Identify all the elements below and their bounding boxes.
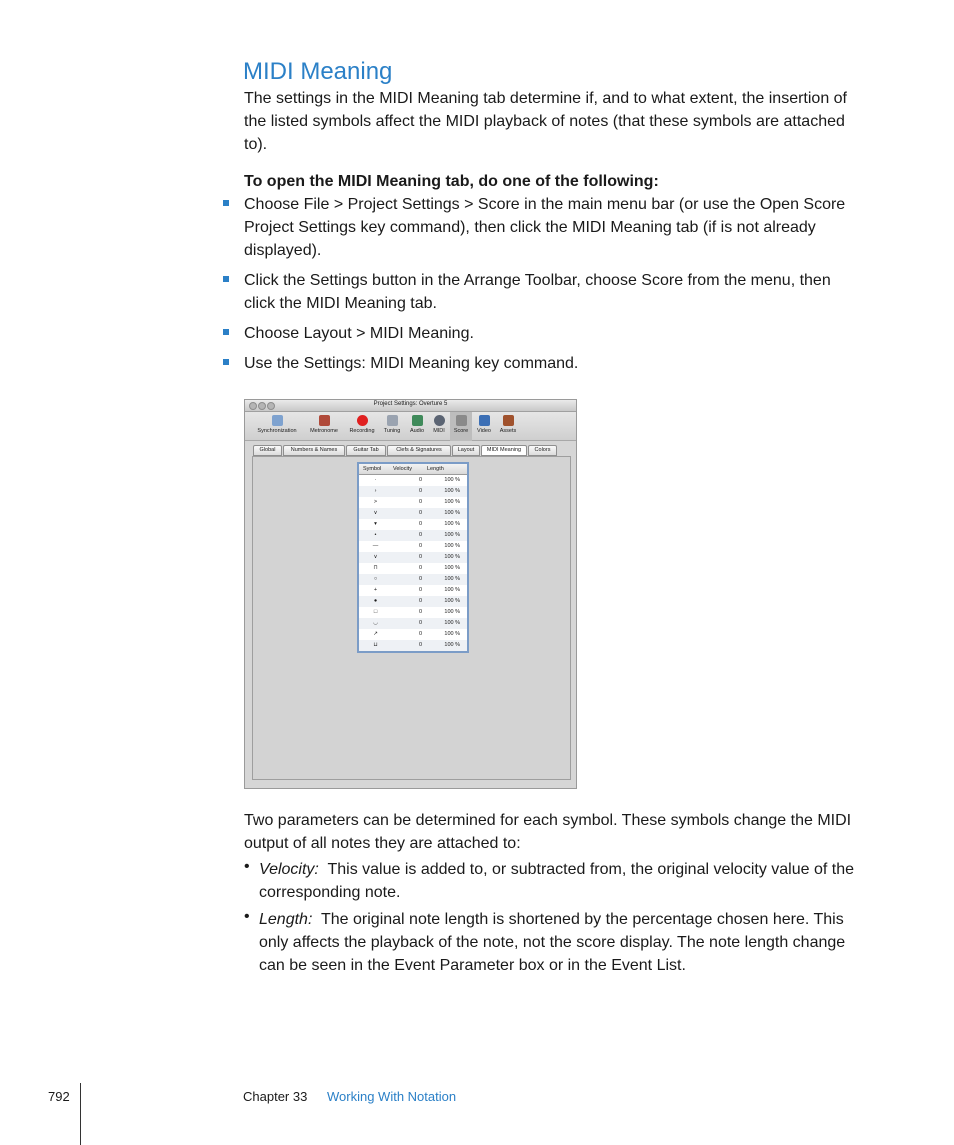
symbol-cell: + <box>373 587 378 593</box>
toolbar-audio[interactable]: Audio <box>406 415 428 434</box>
bullet-square-icon <box>223 276 229 282</box>
param-length <box>259 908 874 977</box>
length-cell[interactable]: 100 % <box>444 576 460 582</box>
assets-icon <box>503 415 514 426</box>
length-cell[interactable]: 100 % <box>444 521 460 527</box>
column-length[interactable]: Length <box>427 466 444 472</box>
table-row[interactable] <box>359 541 467 552</box>
bullet-item <box>244 193 869 262</box>
table-row[interactable] <box>359 508 467 519</box>
tab-guitar-tab[interactable]: Guitar Tab <box>346 445 386 456</box>
length-cell[interactable]: 100 % <box>444 488 460 494</box>
symbol-cell: ● <box>373 598 378 604</box>
bullet-line: Click the Settings button in the Arrange Toolbar, choose Score from the menu, then <box>244 272 831 289</box>
table-row[interactable] <box>359 618 467 629</box>
param-line: corresponding note. <box>259 884 401 901</box>
velocity-cell[interactable]: 0 <box>418 499 422 505</box>
length-cell[interactable]: 100 % <box>444 554 460 560</box>
column-velocity[interactable]: Velocity <box>393 466 412 472</box>
param-line: can be seen in the Event Parameter box or in the Event List. <box>259 957 686 974</box>
length-cell[interactable]: 100 % <box>444 565 460 571</box>
tuning-fork-icon <box>387 415 398 426</box>
bullet-line: Project Settings key command), then click the MIDI Meaning tab (if is not already <box>244 219 816 236</box>
table-row[interactable] <box>359 552 467 563</box>
bullet-line: Choose File > Project Settings > Score in the main menu bar (or use the Open Score <box>244 196 846 213</box>
symbol-cell: — <box>372 543 379 549</box>
toolbar-midi[interactable]: MIDI <box>429 415 449 434</box>
symbol-cell: □ <box>373 609 378 615</box>
column-symbol[interactable]: Symbol <box>363 466 382 472</box>
table-row[interactable] <box>359 519 467 530</box>
summary-line: Two parameters can be determined for each symbol. These symbols change the MIDI <box>244 812 852 829</box>
video-icon <box>479 415 490 426</box>
symbol-cell: ▾ <box>374 521 377 527</box>
intro-line: The settings in the MIDI Meaning tab determine if, and to what extent, the insertion of <box>244 90 847 107</box>
intro-line: the listed symbols affect the MIDI playback of notes (that these symbols are attached <box>244 113 845 130</box>
symbol-cell: ∨ <box>373 510 378 516</box>
toolbar-score[interactable]: Score <box>450 412 472 441</box>
toolbar-synchronization[interactable]: Synchronization <box>253 415 301 434</box>
length-cell[interactable]: 100 % <box>444 642 460 648</box>
velocity-cell[interactable]: 0 <box>418 488 422 494</box>
velocity-cell[interactable]: 0 <box>418 587 422 593</box>
section-heading: MIDI Meaning <box>243 58 393 85</box>
toolbar-metronome[interactable]: Metronome <box>305 415 343 434</box>
window-titlebar <box>245 400 576 412</box>
length-cell[interactable]: 100 % <box>444 587 460 593</box>
param-line: The original note length is shortened by the percentage chosen here. This <box>321 911 844 928</box>
symbol-cell: • <box>374 532 377 538</box>
symbol-cell: ⊔ <box>373 642 378 648</box>
velocity-cell[interactable]: 0 <box>418 598 422 604</box>
velocity-cell[interactable]: 0 <box>418 576 422 582</box>
velocity-cell[interactable]: 0 <box>418 642 422 648</box>
midi-meaning-table <box>357 462 469 653</box>
audio-icon <box>412 415 423 426</box>
velocity-cell[interactable]: 0 <box>418 631 422 637</box>
table-row[interactable] <box>359 530 467 541</box>
table-header <box>359 464 467 475</box>
page-number: 792 <box>48 1089 70 1104</box>
toolbar-recording[interactable]: Recording <box>345 415 379 434</box>
intro-line: to). <box>244 136 268 153</box>
bullet-item <box>244 352 869 375</box>
table-row[interactable] <box>359 563 467 574</box>
footer-divider <box>80 1083 81 1145</box>
tab-numbers-names[interactable]: Numbers & Names <box>283 445 345 456</box>
record-icon <box>357 415 368 426</box>
table-row[interactable] <box>359 574 467 585</box>
toolbar-tuning[interactable]: Tuning <box>381 415 403 434</box>
intro-paragraph <box>244 87 869 156</box>
summary-paragraph <box>244 809 869 855</box>
metronome-icon <box>319 415 330 426</box>
window-title: Project Settings: Overture 5 <box>373 401 448 407</box>
bullet-line: displayed). <box>244 242 322 259</box>
symbol-cell: > <box>373 499 378 505</box>
tab-colors[interactable]: Colors <box>528 445 557 456</box>
symbol-cell: › <box>374 488 377 494</box>
settings-toolbar <box>245 412 576 441</box>
length-cell[interactable]: 100 % <box>444 499 460 505</box>
length-cell[interactable]: 100 % <box>444 510 460 516</box>
length-cell[interactable]: 100 % <box>444 543 460 549</box>
tab-layout[interactable]: Layout <box>452 445 480 456</box>
tab-clefs-signatures[interactable]: Clefs & Signatures <box>387 445 451 456</box>
length-cell[interactable]: 100 % <box>444 609 460 615</box>
table-row[interactable] <box>359 497 467 508</box>
velocity-cell[interactable]: 0 <box>418 510 422 516</box>
synchronization-icon <box>272 415 283 426</box>
symbol-cell: · <box>374 477 377 483</box>
bullet-line: Choose Layout > MIDI Meaning. <box>244 325 474 342</box>
bullet-item <box>244 269 869 315</box>
toolbar-video[interactable]: Video <box>473 415 495 434</box>
table-row[interactable] <box>359 607 467 618</box>
table-row[interactable] <box>359 486 467 497</box>
velocity-cell[interactable]: 0 <box>418 521 422 527</box>
table-row[interactable] <box>359 475 467 486</box>
param-term: Length: <box>259 911 313 928</box>
project-settings-screenshot <box>244 399 577 789</box>
velocity-cell[interactable]: 0 <box>418 620 422 626</box>
symbol-cell: ⊓ <box>373 565 378 571</box>
bullet-line: Use the Settings: MIDI Meaning key command. <box>244 355 579 372</box>
table-row[interactable] <box>359 585 467 596</box>
param-term: Velocity: <box>259 861 319 878</box>
procedure-title: To open the MIDI Meaning tab, do one of the following: <box>244 173 659 190</box>
length-cell[interactable]: 100 % <box>444 631 460 637</box>
table-row[interactable] <box>359 640 467 651</box>
summary-line: output of all notes they are attached to: <box>244 835 521 852</box>
param-line: This value is added to, or subtracted from, the original velocity value of the <box>327 861 854 878</box>
tab-midi-meaning[interactable]: MIDI Meaning <box>481 445 527 456</box>
velocity-cell[interactable]: 0 <box>418 554 422 560</box>
symbol-cell: ↗ <box>373 631 378 637</box>
table-row[interactable] <box>359 629 467 640</box>
bullet-square-icon <box>223 329 229 335</box>
symbol-cell: ○ <box>373 576 378 582</box>
midi-icon <box>434 415 445 426</box>
length-cell[interactable]: 100 % <box>444 620 460 626</box>
param-velocity <box>259 858 874 904</box>
velocity-cell[interactable]: 0 <box>418 532 422 538</box>
toolbar-assets[interactable]: Assets <box>496 415 520 434</box>
symbol-cell: ◡ <box>373 620 378 626</box>
midi-meaning-panel <box>252 456 571 780</box>
length-cell[interactable]: 100 % <box>444 598 460 604</box>
symbol-cell: ∨ <box>373 554 378 560</box>
bullet-item <box>244 322 869 345</box>
bullet-dot-icon: • <box>244 858 250 875</box>
bullet-dot-icon: • <box>244 908 250 925</box>
bullet-square-icon <box>223 200 229 206</box>
velocity-cell[interactable]: 0 <box>418 543 422 549</box>
chapter-label: Chapter 33 <box>243 1089 308 1104</box>
chapter-title[interactable]: Working With Notation <box>327 1089 457 1104</box>
table-row[interactable] <box>359 596 467 607</box>
velocity-cell[interactable]: 0 <box>418 565 422 571</box>
bullet-square-icon <box>223 359 229 365</box>
score-icon <box>456 415 467 426</box>
tab-global[interactable]: Global <box>253 445 282 456</box>
velocity-cell[interactable]: 0 <box>418 609 422 615</box>
length-cell[interactable]: 100 % <box>444 532 460 538</box>
bullet-line: click the MIDI Meaning tab. <box>244 295 437 312</box>
length-cell[interactable]: 100 % <box>444 477 460 483</box>
param-line: only affects the playback of the note, not the score display. The note length change <box>259 934 846 951</box>
velocity-cell[interactable]: 0 <box>418 477 422 483</box>
